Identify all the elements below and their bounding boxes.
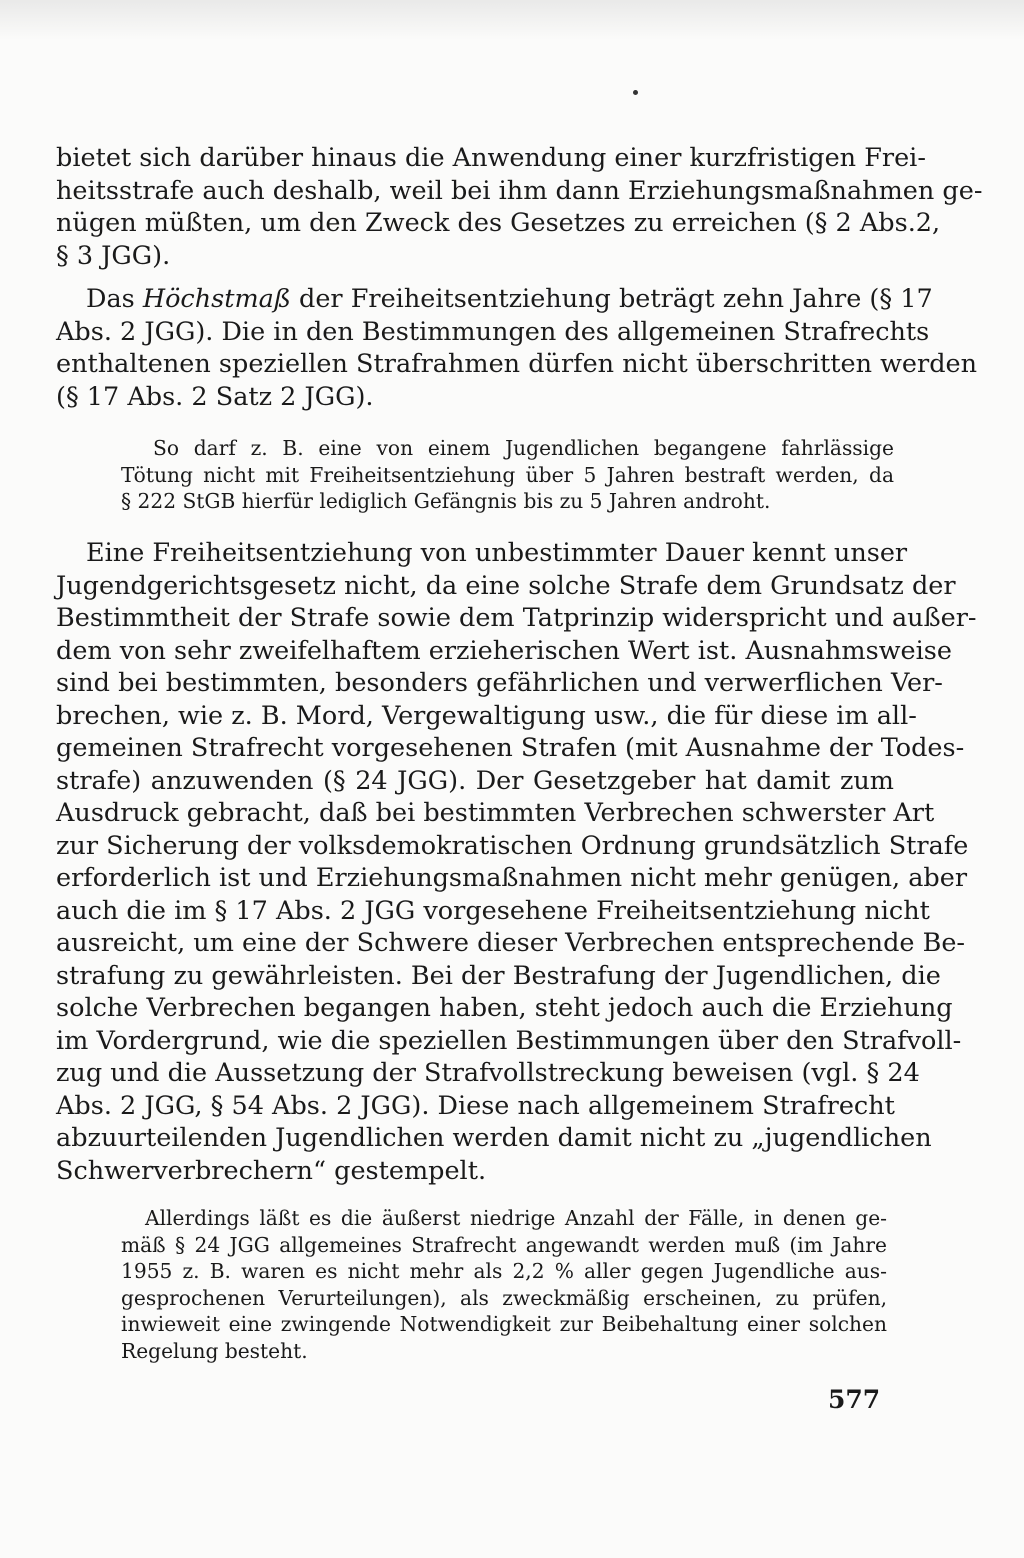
- text-fragment: Das: [86, 284, 143, 314]
- note-paragraph-1: [121, 435, 894, 515]
- text-line: Abs. 2 JGG, § 54 Abs. 2 JGG). Diese nach allgemeinem Strafrecht: [56, 1090, 895, 1121]
- text-line: (§ 17 Abs. 2 Satz 2 JGG).: [56, 381, 374, 412]
- text-line: auch die im § 17 Abs. 2 JGG vorgesehene Freiheitsentziehung nicht: [56, 895, 930, 926]
- text-line: Allerdings läßt es die äußerst niedrige Anzahl der Fälle, in denen ge-: [145, 1206, 887, 1230]
- text-line: § 3 JGG).: [56, 240, 171, 271]
- text-line: Tötung nicht mit Freiheitsentziehung über 5 Jahren bestraft werden, da: [121, 462, 894, 487]
- text-line: Eine Freiheitsentziehung von unbestimmter Dauer kennt unser: [86, 538, 908, 568]
- text-line: strafung zu gewährleisten. Bei der Bestrafung der Jugendlichen, die: [56, 960, 941, 991]
- text-line: Abs. 2 JGG). Die in den Bestimmungen des allgemeinen Strafrechts: [56, 316, 930, 347]
- paragraph-2: [56, 283, 978, 413]
- text-line: solche Verbrechen begangen haben, steht jedoch auch die Erziehung: [56, 993, 953, 1023]
- ink-speck: [633, 90, 638, 95]
- text-line: Regelung besteht.: [121, 1338, 308, 1363]
- text-line: gesprochenen Verurteilungen), als zweckmäßig erscheinen, zu prüfen,: [121, 1285, 887, 1310]
- text-fragment: der Freiheitsentziehung beträgt zehn Jahre (§ 17: [290, 284, 933, 314]
- text-line: inwieweit eine zwingende Notwendigkeit zur Beibehaltung einer solchen: [121, 1312, 887, 1336]
- text-line: dem von sehr zweifelhaftem erzieherischen Wert ist. Ausnahmsweise: [56, 635, 952, 666]
- text-line: mäß § 24 JGG allgemeines Strafrecht angewandt werden muß (im Jahre: [121, 1232, 887, 1257]
- text-line: bietet sich darüber hinaus die Anwendung einer kurzfristigen Frei-: [56, 143, 926, 173]
- text-line: § 222 StGB hierfür lediglich Gefängnis bis zu 5 Jahren androht.: [121, 489, 771, 513]
- text-line: strafe) anzuwenden (§ 24 JGG). Der Gesetzgeber hat damit zum: [56, 765, 894, 796]
- text-line: enthaltenen speziellen Strafrahmen dürfen nicht überschritten werden: [56, 349, 978, 379]
- paragraph-3: [56, 537, 977, 1187]
- emphasis-term: Höchstmaß: [142, 284, 291, 314]
- page-number: 577: [828, 1385, 881, 1414]
- text-line: abzuurteilenden Jugendlichen werden damit nicht zu „jugendlichen: [56, 1123, 932, 1153]
- text-line: Ausdruck gebracht, daß bei bestimmten Verbrechen schwerster Art: [56, 798, 935, 828]
- text-line: im Vordergrund, wie die speziellen Bestimmungen über den Strafvoll-: [56, 1025, 962, 1056]
- text-line: sind bei bestimmten, besonders gefährlichen und verwerflichen Ver-: [56, 668, 943, 698]
- text-line: [56, 283, 933, 316]
- text-line: zug und die Aussetzung der Strafvollstreckung beweisen (vgl. § 24: [56, 1058, 920, 1088]
- text-line: nügen müßten, um den Zweck des Gesetzes zu erreichen (§ 2 Abs.2,: [56, 208, 941, 238]
- text-line: Schwerverbrechern“ gestempelt.: [56, 1155, 487, 1186]
- text-line: Jugendgerichtsgesetz nicht, da eine solche Strafe dem Grundsatz der: [56, 570, 956, 601]
- text-line: 1955 z. B. waren es nicht mehr als 2,2 % aller gegen Jugendliche aus-: [121, 1259, 887, 1283]
- text-line: Bestimmtheit der Strafe sowie dem Tatprinzip widerspricht und außer-: [56, 603, 977, 633]
- text-line: gemeinen Strafrecht vorgesehenen Strafen (mit Ausnahme der Todes-: [56, 733, 965, 763]
- text-line: ausreicht, um eine der Schwere dieser Verbrechen entsprechende Be-: [56, 928, 966, 958]
- scan-edge: [0, 0, 1024, 40]
- text-line: brechen, wie z. B. Mord, Vergewaltigung usw., die für diese im all-: [56, 700, 917, 731]
- note-paragraph-2: [121, 1205, 887, 1364]
- text-line: heitsstrafe auch deshalb, weil bei ihm dann Erziehungsmaßnahmen ge-: [56, 175, 983, 206]
- text-line: erforderlich ist und Erziehungsmaßnahmen nicht mehr genügen, aber: [56, 863, 968, 893]
- text-line: So darf z. B. eine von einem Jugendlichen begangene fahrlässige: [153, 436, 894, 460]
- paragraph-1: [56, 142, 983, 272]
- text-line: zur Sicherung der volksdemokratischen Ordnung grundsätzlich Strafe: [56, 830, 969, 861]
